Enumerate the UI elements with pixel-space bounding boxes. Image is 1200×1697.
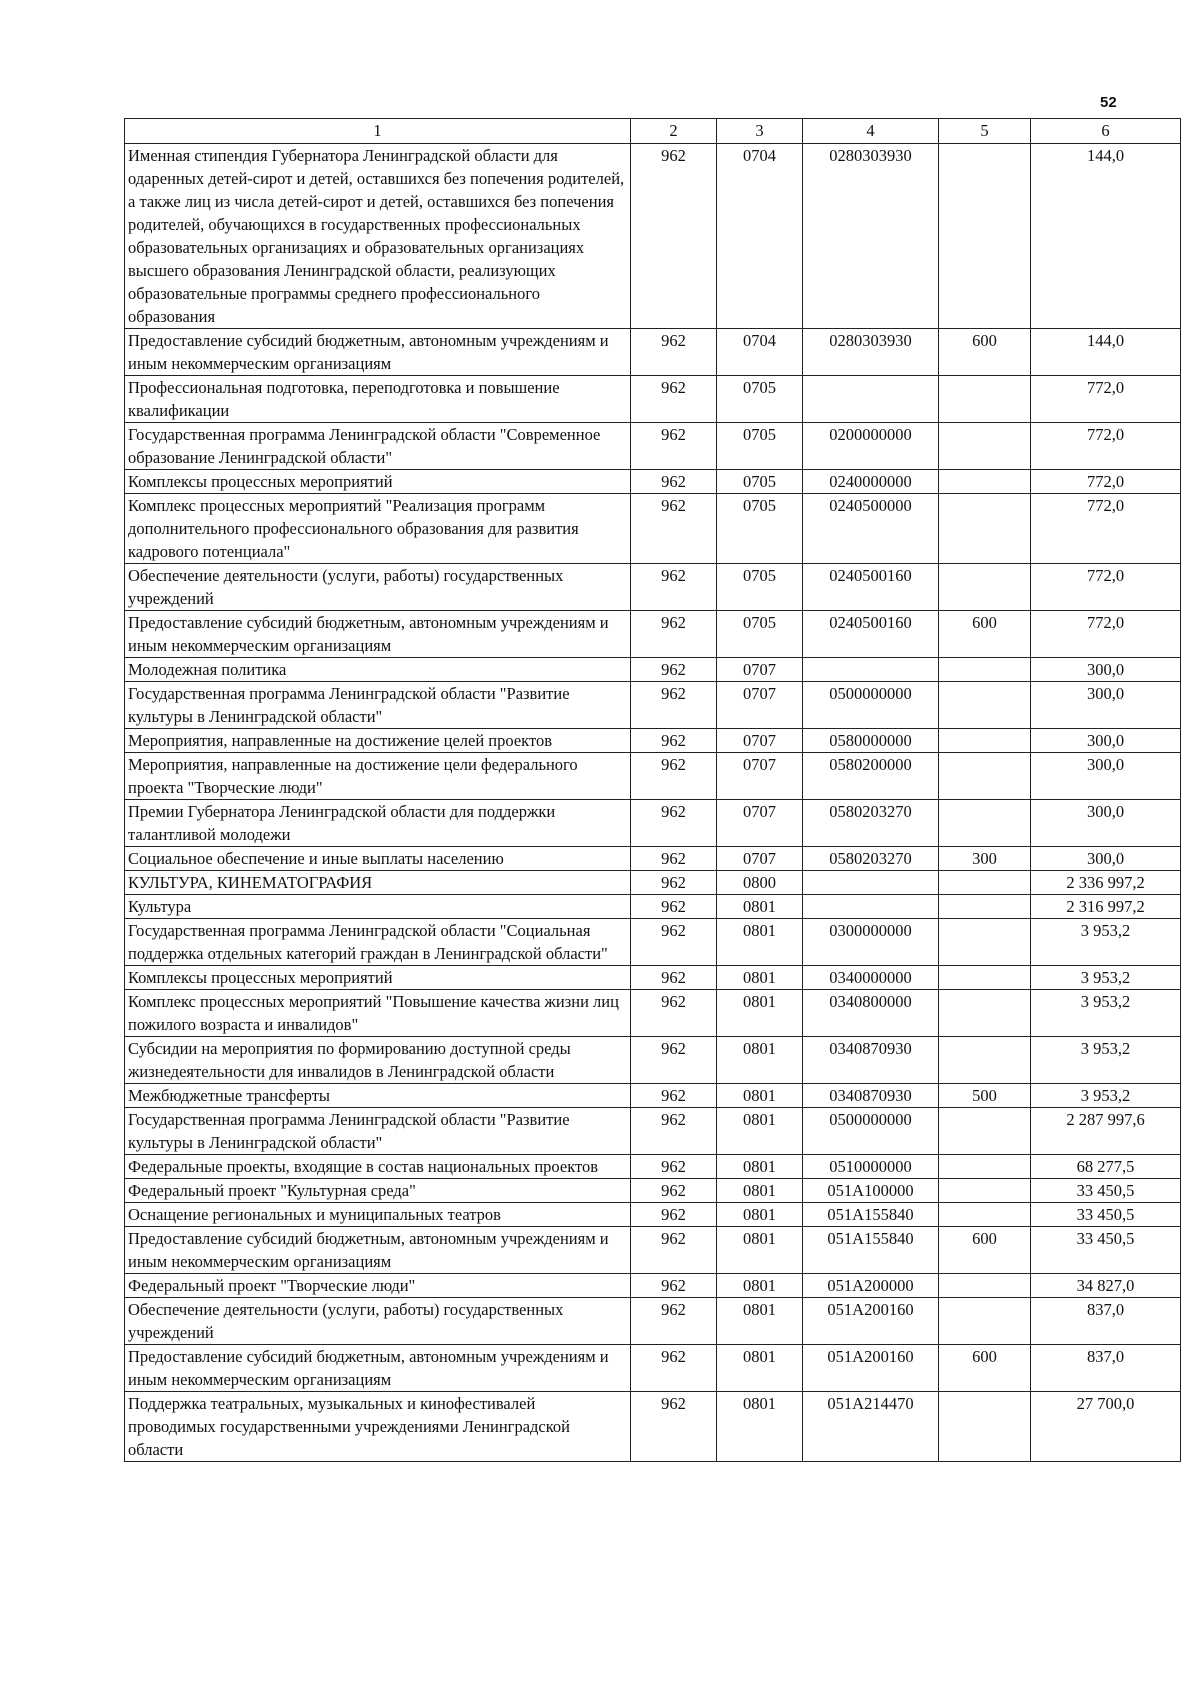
row-target-article-cell: 0340800000 (803, 990, 939, 1037)
header-col-1: 1 (125, 119, 631, 144)
header-col-2: 2 (631, 119, 717, 144)
row-expense-type-cell (939, 990, 1031, 1037)
table-row (125, 1298, 1181, 1345)
row-expense-type-cell (939, 800, 1031, 847)
row-name-cell: Именная стипендия Губернатора Ленинградской области для одаренных детей-сирот и детей, оставшихся без попечения родителей, а также лиц из числа детей-сирот и детей, оставшихся без попечения родителей, обучающихся в государственных профессиональных образовательных организациях и образовательных организациях высшего образования Ленинградской области, реализующих образовательные программы среднего профессионального образования (125, 144, 631, 329)
row-ved-cell: 962 (631, 494, 717, 564)
header-row (125, 119, 1181, 144)
row-section-cell: 0707 (717, 753, 803, 800)
row-target-article-cell: 0200000000 (803, 423, 939, 470)
row-name-cell: Культура (125, 895, 631, 919)
row-amount-cell: 772,0 (1031, 564, 1181, 611)
row-name-cell: Поддержка театральных, музыкальных и кинофестивалей проводимых государственными учреждениями Ленинградской области (125, 1392, 631, 1462)
row-expense-type-cell: 600 (939, 611, 1031, 658)
row-section-cell: 0801 (717, 1155, 803, 1179)
row-section-cell: 0801 (717, 1298, 803, 1345)
row-ved-cell: 962 (631, 329, 717, 376)
table-row (125, 919, 1181, 966)
row-section-cell: 0705 (717, 611, 803, 658)
row-ved-cell: 962 (631, 144, 717, 329)
row-expense-type-cell: 600 (939, 1345, 1031, 1392)
row-expense-type-cell: 500 (939, 1084, 1031, 1108)
row-expense-type-cell (939, 1392, 1031, 1462)
row-target-article-cell (803, 376, 939, 423)
table-row (125, 1227, 1181, 1274)
table-row (125, 470, 1181, 494)
row-expense-type-cell (939, 1037, 1031, 1084)
row-amount-cell: 2 287 997,6 (1031, 1108, 1181, 1155)
row-name-cell: Федеральные проекты, входящие в состав национальных проектов (125, 1155, 631, 1179)
table-row (125, 895, 1181, 919)
row-ved-cell: 962 (631, 1203, 717, 1227)
row-expense-type-cell (939, 494, 1031, 564)
row-expense-type-cell (939, 682, 1031, 729)
row-ved-cell: 962 (631, 1227, 717, 1274)
table-row (125, 144, 1181, 329)
row-name-cell: Предоставление субсидий бюджетным, автономным учреждениям и иным некоммерческим организациям (125, 1227, 631, 1274)
row-section-cell: 0705 (717, 494, 803, 564)
header-col-5: 5 (939, 119, 1031, 144)
row-name-cell: Комплексы процессных мероприятий (125, 966, 631, 990)
row-ved-cell: 962 (631, 564, 717, 611)
row-ved-cell: 962 (631, 423, 717, 470)
budget-table (124, 118, 1181, 1462)
table-row (125, 990, 1181, 1037)
row-target-article-cell: 051A155840 (803, 1203, 939, 1227)
row-target-article-cell (803, 658, 939, 682)
row-amount-cell: 27 700,0 (1031, 1392, 1181, 1462)
row-target-article-cell: 0240500160 (803, 611, 939, 658)
row-amount-cell: 144,0 (1031, 144, 1181, 329)
row-amount-cell: 144,0 (1031, 329, 1181, 376)
row-ved-cell: 962 (631, 966, 717, 990)
row-target-article-cell: 051A200160 (803, 1298, 939, 1345)
row-target-article-cell: 0300000000 (803, 919, 939, 966)
row-section-cell: 0707 (717, 800, 803, 847)
row-amount-cell: 3 953,2 (1031, 1084, 1181, 1108)
row-amount-cell: 300,0 (1031, 729, 1181, 753)
row-section-cell: 0705 (717, 470, 803, 494)
table-row (125, 966, 1181, 990)
row-ved-cell: 962 (631, 1392, 717, 1462)
row-amount-cell: 772,0 (1031, 423, 1181, 470)
row-target-article-cell: 051A200000 (803, 1274, 939, 1298)
row-section-cell: 0801 (717, 1203, 803, 1227)
row-ved-cell: 962 (631, 1274, 717, 1298)
row-target-article-cell: 0500000000 (803, 682, 939, 729)
row-target-article-cell (803, 871, 939, 895)
row-name-cell: Государственная программа Ленинградской области "Развитие культуры в Ленинградской области" (125, 1108, 631, 1155)
row-expense-type-cell (939, 895, 1031, 919)
row-amount-cell: 772,0 (1031, 376, 1181, 423)
row-ved-cell: 962 (631, 376, 717, 423)
row-target-article-cell: 0340870930 (803, 1037, 939, 1084)
table-row (125, 1084, 1181, 1108)
row-section-cell: 0801 (717, 1084, 803, 1108)
table-row (125, 1203, 1181, 1227)
table-row (125, 1392, 1181, 1462)
row-expense-type-cell (939, 658, 1031, 682)
row-name-cell: КУЛЬТУРА, КИНЕМАТОГРАФИЯ (125, 871, 631, 895)
row-amount-cell: 772,0 (1031, 611, 1181, 658)
row-ved-cell: 962 (631, 1108, 717, 1155)
row-ved-cell: 962 (631, 729, 717, 753)
table-row (125, 1108, 1181, 1155)
row-name-cell: Федеральный проект "Культурная среда" (125, 1179, 631, 1203)
row-amount-cell: 3 953,2 (1031, 1037, 1181, 1084)
row-name-cell: Предоставление субсидий бюджетным, автономным учреждениям и иным некоммерческим организациям (125, 329, 631, 376)
row-amount-cell: 300,0 (1031, 658, 1181, 682)
row-amount-cell: 300,0 (1031, 682, 1181, 729)
row-expense-type-cell (939, 919, 1031, 966)
row-name-cell: Комплексы процессных мероприятий (125, 470, 631, 494)
row-ved-cell: 962 (631, 1345, 717, 1392)
header-col-4: 4 (803, 119, 939, 144)
header-col-3: 3 (717, 119, 803, 144)
row-expense-type-cell: 600 (939, 329, 1031, 376)
row-ved-cell: 962 (631, 470, 717, 494)
row-ved-cell: 962 (631, 847, 717, 871)
row-name-cell: Мероприятия, направленные на достижение целей проектов (125, 729, 631, 753)
row-target-article-cell: 0580200000 (803, 753, 939, 800)
table-row (125, 611, 1181, 658)
row-target-article-cell: 051A200160 (803, 1345, 939, 1392)
row-name-cell: Межбюджетные трансферты (125, 1084, 631, 1108)
table-row (125, 1179, 1181, 1203)
row-target-article-cell: 0240500000 (803, 494, 939, 564)
row-name-cell: Государственная программа Ленинградской области "Социальная поддержка отдельных категорий граждан в Ленинградской области" (125, 919, 631, 966)
row-ved-cell: 962 (631, 682, 717, 729)
row-target-article-cell: 0280303930 (803, 329, 939, 376)
row-ved-cell: 962 (631, 800, 717, 847)
row-amount-cell: 3 953,2 (1031, 990, 1181, 1037)
page-number: 52 (1100, 94, 1117, 111)
row-expense-type-cell (939, 1298, 1031, 1345)
row-name-cell: Субсидии на мероприятия по формированию доступной среды жизнедеятельности для инвалидов в Ленинградской области (125, 1037, 631, 1084)
header-col-6: 6 (1031, 119, 1181, 144)
row-expense-type-cell (939, 423, 1031, 470)
table-row (125, 729, 1181, 753)
row-target-article-cell: 0580203270 (803, 847, 939, 871)
row-amount-cell: 3 953,2 (1031, 966, 1181, 990)
row-section-cell: 0801 (717, 1108, 803, 1155)
row-ved-cell: 962 (631, 990, 717, 1037)
row-ved-cell: 962 (631, 895, 717, 919)
row-amount-cell: 3 953,2 (1031, 919, 1181, 966)
row-name-cell: Федеральный проект "Творческие люди" (125, 1274, 631, 1298)
row-target-article-cell: 0500000000 (803, 1108, 939, 1155)
row-expense-type-cell (939, 1108, 1031, 1155)
row-expense-type-cell (939, 470, 1031, 494)
row-target-article-cell: 0510000000 (803, 1155, 939, 1179)
table-row (125, 871, 1181, 895)
table-row (125, 376, 1181, 423)
row-target-article-cell: 051A214470 (803, 1392, 939, 1462)
row-target-article-cell: 0580000000 (803, 729, 939, 753)
row-target-article-cell: 0340870930 (803, 1084, 939, 1108)
row-amount-cell: 33 450,5 (1031, 1179, 1181, 1203)
row-section-cell: 0801 (717, 1037, 803, 1084)
table-row (125, 423, 1181, 470)
row-amount-cell: 33 450,5 (1031, 1227, 1181, 1274)
row-amount-cell: 772,0 (1031, 470, 1181, 494)
row-name-cell: Предоставление субсидий бюджетным, автономным учреждениям и иным некоммерческим организациям (125, 1345, 631, 1392)
row-expense-type-cell (939, 871, 1031, 895)
row-target-article-cell (803, 895, 939, 919)
row-target-article-cell: 0240000000 (803, 470, 939, 494)
table-row (125, 1155, 1181, 1179)
row-section-cell: 0704 (717, 329, 803, 376)
row-name-cell: Комплекс процессных мероприятий "Повышение качества жизни лиц пожилого возраста и инвалидов" (125, 990, 631, 1037)
row-name-cell: Профессиональная подготовка, переподготовка и повышение квалификации (125, 376, 631, 423)
table-header (125, 119, 1181, 144)
row-section-cell: 0705 (717, 564, 803, 611)
row-amount-cell: 2 336 997,2 (1031, 871, 1181, 895)
row-section-cell: 0801 (717, 990, 803, 1037)
row-name-cell: Социальное обеспечение и иные выплаты населению (125, 847, 631, 871)
row-amount-cell: 300,0 (1031, 800, 1181, 847)
row-section-cell: 0705 (717, 423, 803, 470)
row-amount-cell: 68 277,5 (1031, 1155, 1181, 1179)
row-ved-cell: 962 (631, 1155, 717, 1179)
row-expense-type-cell (939, 1179, 1031, 1203)
row-expense-type-cell (939, 564, 1031, 611)
row-section-cell: 0707 (717, 658, 803, 682)
table-row (125, 329, 1181, 376)
row-target-article-cell: 0580203270 (803, 800, 939, 847)
row-amount-cell: 837,0 (1031, 1345, 1181, 1392)
table-row (125, 494, 1181, 564)
row-section-cell: 0801 (717, 895, 803, 919)
table-row (125, 682, 1181, 729)
row-ved-cell: 962 (631, 753, 717, 800)
table-row (125, 1037, 1181, 1084)
row-amount-cell: 33 450,5 (1031, 1203, 1181, 1227)
table-row (125, 564, 1181, 611)
row-name-cell: Предоставление субсидий бюджетным, автономным учреждениям и иным некоммерческим организациям (125, 611, 631, 658)
row-amount-cell: 837,0 (1031, 1298, 1181, 1345)
row-section-cell: 0800 (717, 871, 803, 895)
row-ved-cell: 962 (631, 919, 717, 966)
row-section-cell: 0801 (717, 1179, 803, 1203)
row-expense-type-cell (939, 729, 1031, 753)
row-name-cell: Государственная программа Ленинградской области "Современное образование Ленинградской области" (125, 423, 631, 470)
row-amount-cell: 772,0 (1031, 494, 1181, 564)
row-ved-cell: 962 (631, 611, 717, 658)
row-section-cell: 0801 (717, 919, 803, 966)
row-ved-cell: 962 (631, 1179, 717, 1203)
row-target-article-cell: 0280303930 (803, 144, 939, 329)
row-expense-type-cell (939, 1203, 1031, 1227)
row-section-cell: 0704 (717, 144, 803, 329)
row-section-cell: 0707 (717, 729, 803, 753)
row-expense-type-cell (939, 376, 1031, 423)
table-row (125, 1345, 1181, 1392)
row-expense-type-cell (939, 966, 1031, 990)
row-name-cell: Обеспечение деятельности (услуги, работы) государственных учреждений (125, 564, 631, 611)
row-expense-type-cell: 600 (939, 1227, 1031, 1274)
row-name-cell: Оснащение региональных и муниципальных театров (125, 1203, 631, 1227)
row-ved-cell: 962 (631, 871, 717, 895)
row-ved-cell: 962 (631, 658, 717, 682)
row-ved-cell: 962 (631, 1037, 717, 1084)
row-ved-cell: 962 (631, 1298, 717, 1345)
row-amount-cell: 300,0 (1031, 753, 1181, 800)
row-expense-type-cell (939, 1155, 1031, 1179)
row-name-cell: Комплекс процессных мероприятий "Реализация программ дополнительного профессионального образования для развития кадрового потенциала" (125, 494, 631, 564)
row-name-cell: Премии Губернатора Ленинградской области для поддержки талантливой молодежи (125, 800, 631, 847)
row-section-cell: 0801 (717, 1227, 803, 1274)
row-section-cell: 0705 (717, 376, 803, 423)
row-name-cell: Государственная программа Ленинградской области "Развитие культуры в Ленинградской области" (125, 682, 631, 729)
row-expense-type-cell (939, 753, 1031, 800)
row-name-cell: Обеспечение деятельности (услуги, работы) государственных учреждений (125, 1298, 631, 1345)
row-section-cell: 0801 (717, 966, 803, 990)
table-row (125, 658, 1181, 682)
row-amount-cell: 2 316 997,2 (1031, 895, 1181, 919)
table-row (125, 847, 1181, 871)
table-body (125, 144, 1181, 1462)
table-row (125, 753, 1181, 800)
row-section-cell: 0801 (717, 1345, 803, 1392)
row-amount-cell: 300,0 (1031, 847, 1181, 871)
row-target-article-cell: 0340000000 (803, 966, 939, 990)
row-section-cell: 0707 (717, 847, 803, 871)
row-name-cell: Молодежная политика (125, 658, 631, 682)
row-expense-type-cell (939, 144, 1031, 329)
table-row (125, 1274, 1181, 1298)
row-target-article-cell: 0240500160 (803, 564, 939, 611)
row-amount-cell: 34 827,0 (1031, 1274, 1181, 1298)
row-ved-cell: 962 (631, 1084, 717, 1108)
row-target-article-cell: 051A155840 (803, 1227, 939, 1274)
row-section-cell: 0707 (717, 682, 803, 729)
row-target-article-cell: 051A100000 (803, 1179, 939, 1203)
row-name-cell: Мероприятия, направленные на достижение цели федерального проекта "Творческие люди" (125, 753, 631, 800)
table-row (125, 800, 1181, 847)
row-section-cell: 0801 (717, 1274, 803, 1298)
row-section-cell: 0801 (717, 1392, 803, 1462)
row-expense-type-cell (939, 1274, 1031, 1298)
row-expense-type-cell: 300 (939, 847, 1031, 871)
